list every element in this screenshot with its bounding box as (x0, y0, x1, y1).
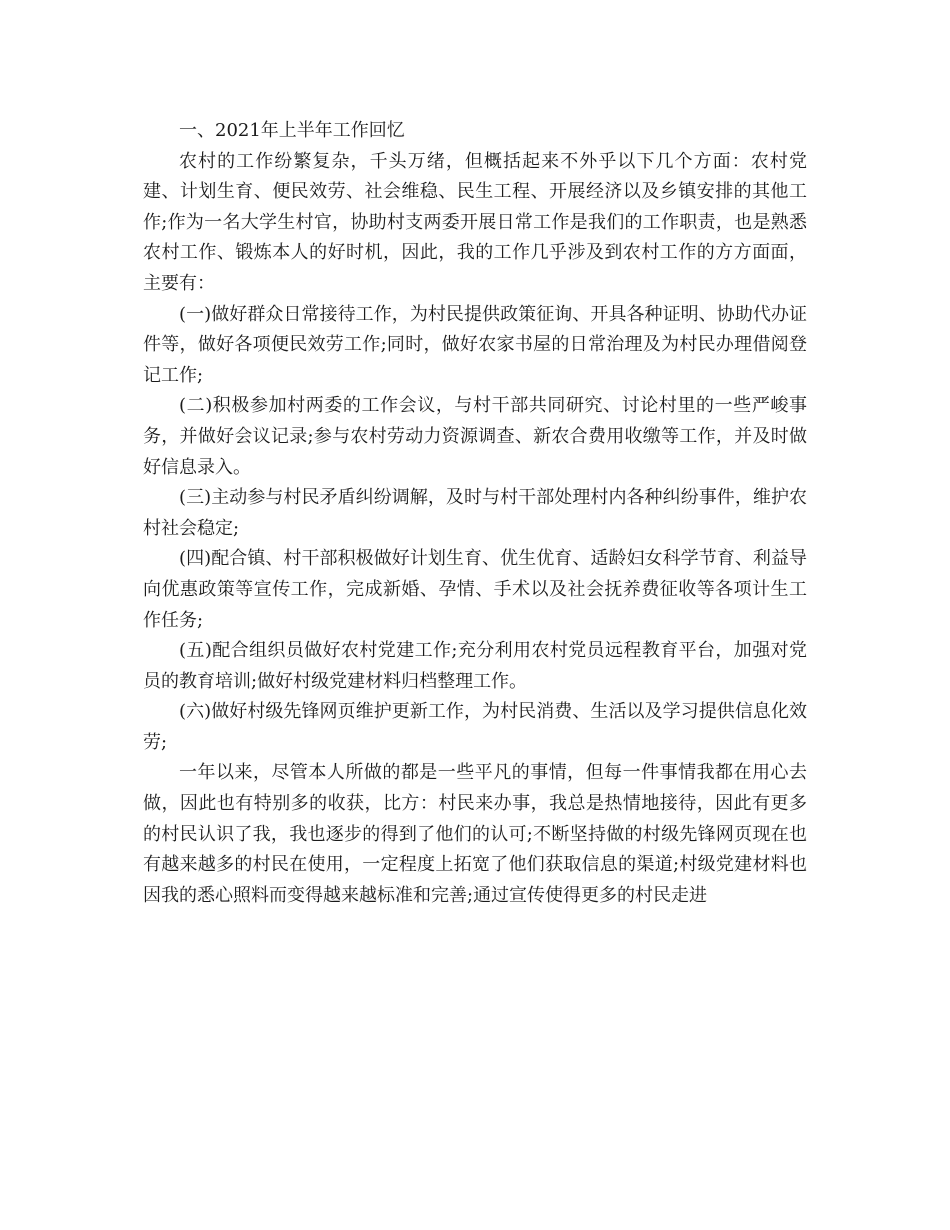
paragraph-item-2: (二)积极参加村两委的工作会议，与村干部共同研究、讨论村里的一些严峻事务，并做好会议记录;参与农村劳动力资源调查、新农合费用收缴等工作，并及时做好信息录入。 (143, 395, 807, 478)
paragraph-intro: 农村的工作纷繁复杂，千头万绪，但概括起来不外乎以下几个方面：农村党建、计划生育、便民效劳、社会维稳、民生工程、开展经济以及乡镇安排的其他工作;作为一名大学生村官，协助村支两委开展日常工作是我们的工作职责，也是熟悉农村工作、锻炼本人的好时机，因此，我的工作几乎涉及到农村工作的方方面面，主要有： (143, 150, 807, 294)
paragraph-item-4: (四)配合镇、村干部积极做好计划生育、优生优育、适龄妇女科学节育、利益导向优惠政策等宣传工作，完成新婚、孕情、手术以及社会抚养费征收等各项计生工作任务; (143, 548, 807, 631)
document-body (143, 116, 807, 911)
paragraph-item-6: (六)做好村级先锋网页维护更新工作，为村民消费、生活以及学习提供信息化效劳; (143, 701, 807, 753)
paragraph-item-1: (一)做好群众日常接待工作，为村民提供政策征询、开具各种证明、协助代办证件等，做好各项便民效劳工作;同时，做好农家书屋的日常治理及为村民办理借阅登记工作; (143, 303, 807, 386)
paragraph-item-3: (三)主动参与村民矛盾纠纷调解，及时与村干部处理村内各种纠纷事件，维护农村社会稳定; (143, 487, 807, 539)
paragraph-summary: 一年以来，尽管本人所做的都是一些平凡的事情，但每一件事情我都在用心去做，因此也有特别多的收获，比方：村民来办事，我总是热情地接待，因此有更多的村民认识了我，我也逐步的得到了他们的认可;不断坚持做的村级先锋网页现在也有越来越多的村民在使用，一定程度上拓宽了他们获取信息的渠道;村级党建材料也因我的悉心照料而变得越来越标准和完善;通过宣传使得更多的村民走进 (143, 762, 807, 906)
section-heading: 一、2021年上半年工作回忆 (179, 120, 405, 141)
paragraph-item-5: (五)配合组织员做好农村党建工作;充分利用农村党员远程教育平台，加强对党员的教育培训;做好村级党建材料归档整理工作。 (143, 640, 807, 692)
